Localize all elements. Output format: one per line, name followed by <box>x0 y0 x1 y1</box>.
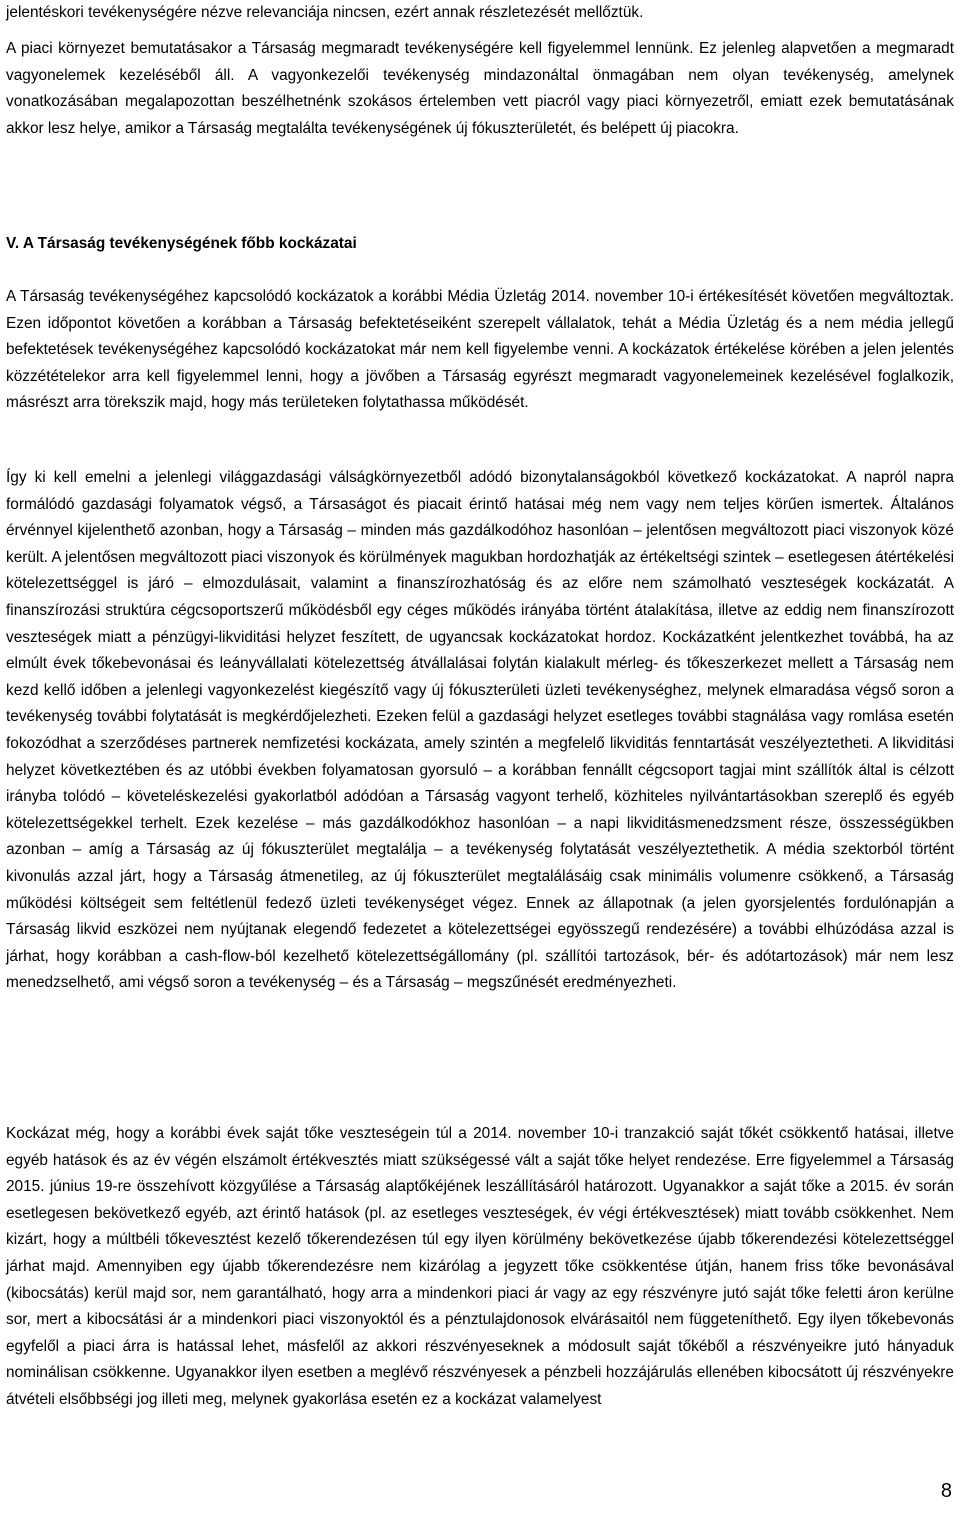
paragraph-risk-changes: A Társaság tevékenységéhez kapcsolódó kockázatok a korábbi Média Üzletág 2014. november 10-i értékesítését követően megváltoztak. Ezen időpontot követően a korábban a Társaság befektetéseiként szerepelt vállalatok, tehát a Média Üzletág és a nem média jellegű befektetések tevékenységéhez kapcsolódó kockázatokat már nem kell figyelembe venni. A kockázatok értékelése körében a jelen jelentés közzétételekor arra kell figyelemmel lenni, hogy a jövőben a Társaság egyrészt megmaradt vagyonelemeinek kezelésével foglalkozik, másrészt arra törekszik majd, hogy más területeken folytathassa működését. <box>6 288 954 412</box>
paragraph-market-environment: A piaci környezet bemutatásakor a Társaság megmaradt tevékenységére kell figyelemmel lennünk. Ez jelenleg alapvetően a megmaradt vagyonelemek kezeléséből áll. A vagyonkezelői tevékenység mindazonáltal önmagában nem olyan tevékenység, amelynek vonatkozásában megalapozottan beszélhetnénk szokásos értelemben vett piacról vagy piaci környezetről, emiatt ezek bemutatásának akkor lesz helye, amikor a Társaság megtalálta tevékenységének új fókuszterületét, és belépett új piacokra. <box>6 40 954 137</box>
page-number: 8 <box>940 1480 952 1502</box>
paragraph-economic-risks: Így ki kell emelni a jelenlegi világgazdasági válságkörnyezetből adódó bizonytalanságokból következő kockázatokat. A napról napra formálódó gazdasági folyamatok végső, a Társaságot és piacait érintő hatásai még nem vagy nem teljes körűen ismertek. Általános érvénnyel kijelenthető azonban, hogy a Társaság – minden más gazdálkodóhoz hasonlóan – jelentősen megváltozott piaci viszonyok közé került. A jelentősen megváltozott piaci viszonyok és körülmények magukban hordozhatják az értékeltségi szintek – esetlegesen átértékelési kötelezettséggel is járó – elmozdulásait, valamint a finanszírozhatóság és az előre nem számolható veszteségek kockázatát. A finanszírozási struktúra cégcsoportszerű működésből egy céges működés irányába történt átalakítása, illetve az eddig nem finanszírozott veszteségek miatt a pénzügyi-likviditási helyzet feszített, de ugyancsak kockázatokat hordoz. Kockázatként jelentkezhet továbbá, ha az elmúlt évek tőkebevonásai és leányvállalati kötelezettség átvállalásai folytán kialakult mérleg- és tőkeszerkezet mellett a Társaság nem kezd kellő időben a jelenlegi vagyonkezelést kiegészítő vagy új fókuszterületi üzleti tevékenységhez, melynek elmaradása végső soron a tevékenység további folytatását is megkérdőjelezheti. Ezeken felül a gazdasági helyzet esetleges további stagnálása vagy romlása esetén fokozódhat a szerződéses partnerek nemfizetési kockázata, amely szintén a megfelelő likviditás fenntartását veszélyeztetheti. A likviditási helyzet következtében és az utóbbi években folyamatosan gyorsuló – a korábban fennállt cégcsoport tagjai mint szállítók által is célzott irányba tolódó – követeléskezelési gyakorlatból adódóan a Társaság vagyont terhelő, közhiteles nyilvántartásokban szereplő és egyéb kötelezettségekkel terhelt. Ezek kezelése – más gazdálkodókhoz hasonlóan – a napi likviditásmenedzsment része, összességükben azonban – amíg a Társaság az új fókuszterület megtalálja – a tevékenység folytatását veszélyeztethetik. A média szektorból történt kivonulás azzal járt, hogy a Társaság átmenetileg, az új fókuszterület megtalálásáig csak minimális volumenre csökkenő, a Társaság működési költségeit sem feltétlenül fedező üzleti tevékenységet végez. Ennek az állapotnak (a jelen gyorsjelentés fordulónapján a Társaság likvid eszközei nem nyújtanak elegendő fedezetet a kötelezettségei egyösszegű rendezésére) a további elhúzódása azzal is járhat, hogy korábban a cash-flow-ból kezelhető kötelezettségállomány (pl. szállítói tartozások, bér- és adótartozások) már nem lesz menedzselhető, ami végső soron a tevékenység – és a Társaság – megszűnését eredményezheti. <box>6 469 954 992</box>
section-heading: V. A Társaság tevékenységének főbb kockázatai <box>6 235 357 252</box>
paragraph-equity-risks: Kockázat még, hogy a korábbi évek saját tőke veszteségein túl a 2014. november 10-i tranzakció saját tőkét csökkentő hatásai, illetve egyéb hatások és az év végén elszámolt értékvesztés miatt szükségessé vált a saját tőke helyet rendezése. Erre figyelemmel a Társaság 2015. június 19-re összehívott közgyűlése a Társaság alaptőkéjének leszállításáról határozott. Ugyanakkor a saját tőke a 2015. év során esetlegesen bekövetkező egyéb, azt érintő hatások (pl. az esetleges veszteségek, év végi értékvesztések) miatt tovább csökkenhet. Nem kizárt, hogy a múltbéli tőkevesztést kezelő tőkerendezésen túl egy ilyen körülmény bekövetkezése újabb tőkerendezési kötelezettséggel járhat majd. Amennyiben egy újabb tőkerendezésre nem kizárólag a jegyzett tőke csökkentése útján, hanem friss tőke bevonásával (kibocsátás) kerül majd sor, nem garantálható, hogy arra a mindenkori piaci ár vagy az egy részvényre jutó saját tőke feletti áron kerülne sor, mert a kibocsátási ár a mindenkori piaci viszonyoktól és a pénztulajdonosok elvárásaitól nem függeteníthető. Egy ilyen tőkebevonás egyfelől a piaci árra is hatással lehet, másfelől az akkori részvényeseknek a módosult saját tőkéből a részvényeikre jutó hányaduk nominálisan csökkenne. Ugyanakkor ilyen esetben a meglévő részvényesek a pénzbeli hozzájárulás ellenében kibocsátott új részvényekre átvételi elsőbbségi jog illeti meg, melynek gyakorlása esetén ez a kockázat valamelyest <box>6 1125 954 1408</box>
paragraph-intro-fragment: jelentéskori tevékenységére nézve relevanciája nincsen, ezért annak részletezését mellőztük. <box>6 4 644 21</box>
